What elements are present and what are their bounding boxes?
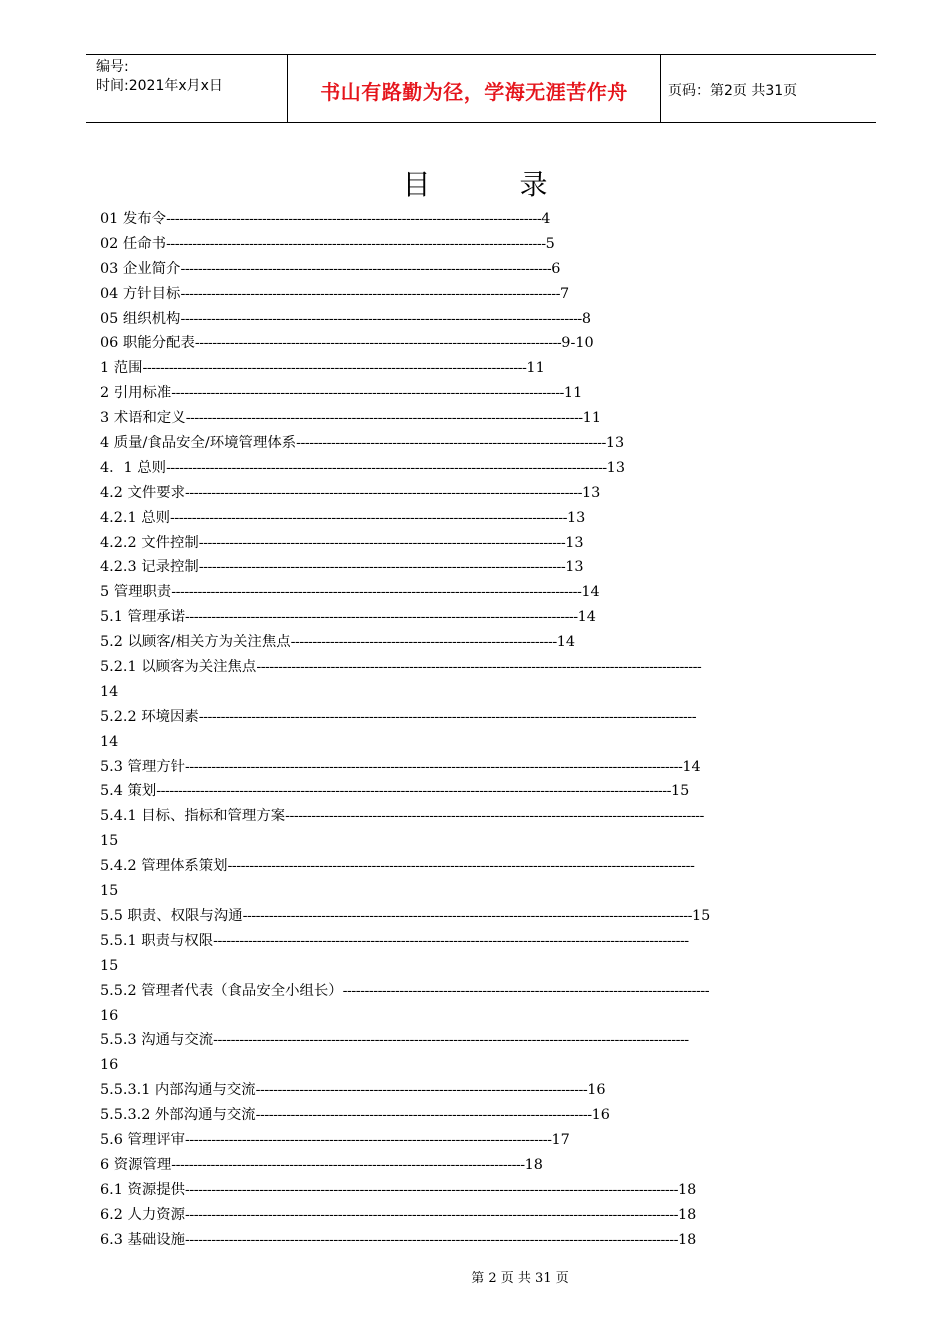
toc-leader-dashes: ------------------------------------------------------------------------------------------------------------------ — [198, 708, 697, 725]
document-number-label: 编号: — [96, 59, 129, 75]
page-title — [0, 163, 950, 203]
toc-entry[interactable] — [100, 456, 862, 481]
toc-entry-page: 13 — [606, 459, 625, 476]
toc-entry[interactable] — [100, 1153, 862, 1178]
toc-entry[interactable] — [100, 779, 862, 804]
toc-entry-page: 15 — [691, 907, 711, 924]
toc-entry-title: 6.2 人力资源 — [100, 1206, 186, 1223]
toc-entry[interactable] — [100, 531, 862, 556]
toc-entry-title: 4.2.1 总则 — [100, 509, 170, 526]
toc-entry-page-wrapped: 14 — [100, 683, 119, 700]
document-time-label: 时间:2021年x月x日 — [96, 78, 223, 94]
toc-leader-dashes: ---------------------------------------------------------------------------- — [255, 1082, 588, 1099]
toc-entry-title: 6.3 基础设施 — [100, 1231, 186, 1248]
toc-leader-dashes: ---------------------------------------------------------------------------------------- — [142, 360, 527, 377]
toc-entry-title: 5.2 以顾客/相关方为关注焦点 — [100, 634, 291, 651]
toc-entry-title: 4．1 总则 — [100, 459, 167, 476]
toc-entry-page: 18 — [678, 1231, 697, 1248]
header-motto: 书山有路勤为径，学海无涯苦作舟 — [320, 80, 628, 104]
toc-entry[interactable] — [100, 979, 862, 1004]
toc-entry-page: 7 — [560, 285, 570, 302]
toc-entry-page: 14 — [556, 634, 576, 651]
toc-entry-page: 15 — [671, 783, 690, 800]
toc-entry[interactable] — [100, 331, 862, 356]
toc-leader-dashes: ------------------------------------------------------------------------------------------- — [185, 410, 583, 427]
toc-leader-dashes: ------------------------------------------------------------------------------------------------------- — [242, 907, 692, 924]
toc-leader-dashes: --------------------------------------------------------------------------------------- — [180, 285, 560, 302]
toc-leader-dashes: -------------------------------------------------------------------------------------- — [166, 211, 542, 227]
toc-entry-page: 18 — [678, 1206, 697, 1223]
page-footer: 第 2 页 共 31 页 — [471, 1271, 569, 1286]
toc-entry[interactable] — [100, 381, 862, 406]
toc-entry-page: 8 — [581, 310, 591, 327]
toc-leader-dashes: ----------------------------------------------------------------------------------------------------------------- — [185, 1231, 678, 1248]
toc-entry[interactable] — [100, 506, 862, 531]
toc-entry-title: 06 职能分配表 — [100, 335, 195, 352]
toc-leader-dashes: ------------------------------------------------------------- — [290, 634, 557, 651]
toc-leader-dashes: ----------------------------------------------------------------------------------------------------------- — [227, 858, 695, 875]
toc-leader-dashes: ------------------------------------------------------------------------------------------------------ — [256, 659, 702, 676]
toc-entry[interactable] — [100, 854, 862, 879]
toc-leader-dashes: ------------------------------------------------------------------------------------- — [180, 260, 552, 277]
toc-entry-page-wrapped: 14 — [100, 733, 119, 750]
toc-leader-dashes: ----------------------------------------------------------------------------------------------------- — [166, 459, 607, 476]
toc-entry-page: 14 — [577, 609, 596, 626]
toc-entry-page: 4 — [541, 211, 551, 227]
toc-entry-title: 5.2.1 以顾客为关注焦点 — [100, 659, 257, 676]
toc-entry[interactable] — [100, 257, 862, 282]
header-meta — [96, 58, 223, 96]
toc-entry-title: 6.1 资源提供 — [100, 1181, 186, 1198]
toc-leader-dashes: ------------------------------------------------------------------------------------ — [198, 534, 566, 551]
toc-entry[interactable] — [100, 307, 862, 332]
toc-entry-page-wrapped: 16 — [100, 1057, 119, 1074]
toc-leader-dashes: --------------------------------------------------------------------------------------- — [166, 235, 546, 252]
toc-entry[interactable] — [100, 1203, 862, 1228]
toc-entry-page-wrapped: 15 — [100, 883, 119, 900]
toc-entry[interactable] — [100, 282, 862, 307]
toc-entry-page: 11 — [582, 410, 601, 427]
toc-entry[interactable] — [100, 904, 862, 929]
toc-entry-page: 16 — [591, 1107, 610, 1124]
toc-entry-page: 9-10 — [561, 335, 594, 352]
toc-leader-dashes: ----------------------------------------------------------------------- — [296, 435, 606, 452]
toc-entry[interactable] — [100, 1103, 862, 1128]
toc-entry-title: 03 企业简介 — [100, 260, 181, 277]
toc-entry-page: 11 — [526, 360, 545, 377]
toc-entry-page: 13 — [605, 435, 625, 452]
toc-entry-page: 6 — [551, 260, 561, 277]
toc-entry[interactable] — [100, 580, 862, 605]
toc-entry-title: 4.2 文件要求 — [100, 484, 186, 501]
toc-entry-title: 5.5.3 沟通与交流 — [100, 1032, 214, 1049]
toc-entry[interactable] — [100, 929, 862, 954]
toc-leader-dashes: ------------------------------------------------------------------------------------------- — [185, 484, 583, 501]
toc-entry-title: 5.2.2 环境因素 — [100, 708, 199, 725]
toc-entry[interactable] — [100, 1228, 862, 1253]
toc-entry-title: 5.5.2 管理者代表（食品安全小组长） — [100, 982, 343, 999]
toc-leader-dashes: ---------------------------------------------------------------------------------------------------------------------- — [156, 783, 672, 800]
toc-entry-title: 5 管理职责 — [100, 584, 172, 601]
toc-entry[interactable] — [100, 555, 862, 580]
toc-entry-title: 5.5.3.1 内部沟通与交流 — [100, 1082, 256, 1099]
toc-entry-title: 5.4 策划 — [100, 783, 157, 800]
toc-entry-title: 4.2.3 记录控制 — [100, 559, 199, 576]
toc-entry-page: 14 — [581, 584, 600, 601]
toc-entry-title: 1 范围 — [100, 360, 143, 377]
toc-entry[interactable] — [100, 605, 862, 630]
toc-entry-title: 2 引用标准 — [100, 385, 172, 402]
toc-leader-dashes: ------------------------------------------------------------------------------------ — [185, 1131, 552, 1148]
toc-leader-dashes: ----------------------------------------------------------------------------------------------------------------- — [185, 1206, 678, 1223]
toc-entry[interactable] — [100, 655, 862, 680]
title-char-2: 录 — [519, 168, 548, 201]
toc-entry-page: 18 — [524, 1156, 543, 1173]
toc-entry-title: 5.5.3.2 外部沟通与交流 — [100, 1107, 256, 1124]
toc-leader-dashes: ------------------------------------------------------------------------------------------ — [185, 609, 578, 626]
toc-leader-dashes: ------------------------------------------------------------------------------------ — [198, 559, 566, 576]
toc-entry-page: 5 — [545, 235, 555, 252]
toc-entry-title: 5.5.1 职责与权限 — [100, 932, 214, 949]
toc-entry-title: 3 术语和定义 — [100, 410, 186, 427]
toc-entry-page: 16 — [587, 1082, 606, 1099]
toc-entry[interactable] — [100, 1128, 862, 1153]
toc-leader-dashes: ---------------------------------------------------------------------------------------------- — [171, 584, 582, 601]
toc-entry-page: 14 — [682, 758, 701, 775]
toc-entry[interactable] — [100, 232, 862, 257]
toc-entry-page: 11 — [563, 385, 583, 402]
toc-entry[interactable] — [100, 630, 862, 655]
toc-entry-title: 4 质量/食品安全/环境管理体系 — [100, 435, 297, 452]
toc-leader-dashes: ------------------------------------------------------------------------------------------ — [171, 385, 564, 402]
toc-leader-dashes: ------------------------------------------------------------------------------------------------------------- — [213, 1032, 689, 1049]
toc-entry-page: 13 — [565, 534, 584, 551]
toc-entry[interactable] — [100, 207, 862, 232]
toc-leader-dashes: --------------------------------------------------------------------------------- — [171, 1156, 525, 1173]
toc-entry-title: 01 发布令 — [100, 211, 167, 227]
header-divider-right — [660, 55, 661, 122]
toc-leader-dashes: ----------------------------------------------------------------------------- — [255, 1107, 592, 1124]
toc-entry[interactable] — [100, 1028, 862, 1053]
toc-leader-dashes: ----------------------------------------------------------------------------------------------------------------- — [185, 1181, 678, 1198]
toc-entry-page-wrapped: 15 — [100, 833, 119, 850]
toc-entry-page-wrapped: 15 — [100, 957, 119, 974]
toc-entry-title: 6 资源管理 — [100, 1156, 172, 1173]
title-char-1: 目 — [402, 168, 431, 201]
toc-entry-page: 13 — [566, 509, 586, 526]
toc-entry[interactable] — [100, 356, 862, 381]
toc-entry-page: 13 — [565, 559, 584, 576]
toc-leader-dashes: ------------------------------------------------------------------------------------------------ — [285, 808, 704, 825]
toc-leader-dashes: ------------------------------------------------------------------------------------------------------------- — [213, 932, 689, 949]
toc-entry-page-wrapped: 16 — [100, 1007, 119, 1024]
toc-entry[interactable] — [100, 1078, 862, 1103]
toc-entry[interactable] — [100, 1178, 862, 1203]
toc-entry-title: 5.3 管理方针 — [100, 758, 186, 775]
toc-entry-page: 18 — [678, 1181, 697, 1198]
header-bottom-rule — [86, 122, 876, 123]
header-top-rule — [86, 54, 876, 55]
toc-entry-title: 5.6 管理评审 — [100, 1131, 186, 1148]
toc-entry-title: 5.5 职责、权限与沟通 — [100, 907, 243, 924]
toc-entry[interactable] — [100, 755, 862, 780]
header-page-info: 页码：第2页 共31页 — [668, 83, 798, 99]
toc-entry[interactable] — [100, 804, 862, 829]
toc-entry-title: 02 任命书 — [100, 235, 167, 252]
toc-entry-title: 5.4.1 目标、指标和管理方案 — [100, 808, 286, 825]
toc-entry-title: 4.2.2 文件控制 — [100, 534, 199, 551]
toc-leader-dashes: -------------------------------------------------------------------------------------------- — [180, 310, 582, 327]
toc-entry-title: 5.1 管理承诺 — [100, 609, 186, 626]
toc-leader-dashes: ------------------------------------------------------------------------------------------------------------------ — [185, 758, 683, 775]
toc-entry-title: 5.4.2 管理体系策划 — [100, 858, 228, 875]
toc-leader-dashes: ------------------------------------------------------------------------------------------- — [169, 509, 567, 526]
toc-entry[interactable] — [100, 431, 862, 456]
toc-entry[interactable] — [100, 705, 862, 730]
toc-entry[interactable] — [100, 406, 862, 431]
toc-entry-page: 17 — [551, 1131, 570, 1148]
toc-leader-dashes: ------------------------------------------------------------------------------------ — [194, 335, 562, 352]
toc-entry-title: 05 组织机构 — [100, 310, 181, 327]
toc-entry-title: 04 方针目标 — [100, 285, 181, 302]
toc-entry-page: 13 — [582, 484, 601, 501]
toc-entry[interactable] — [100, 481, 862, 506]
toc-leader-dashes: ------------------------------------------------------------------------------------ — [342, 982, 710, 999]
table-of-contents — [100, 207, 862, 1252]
